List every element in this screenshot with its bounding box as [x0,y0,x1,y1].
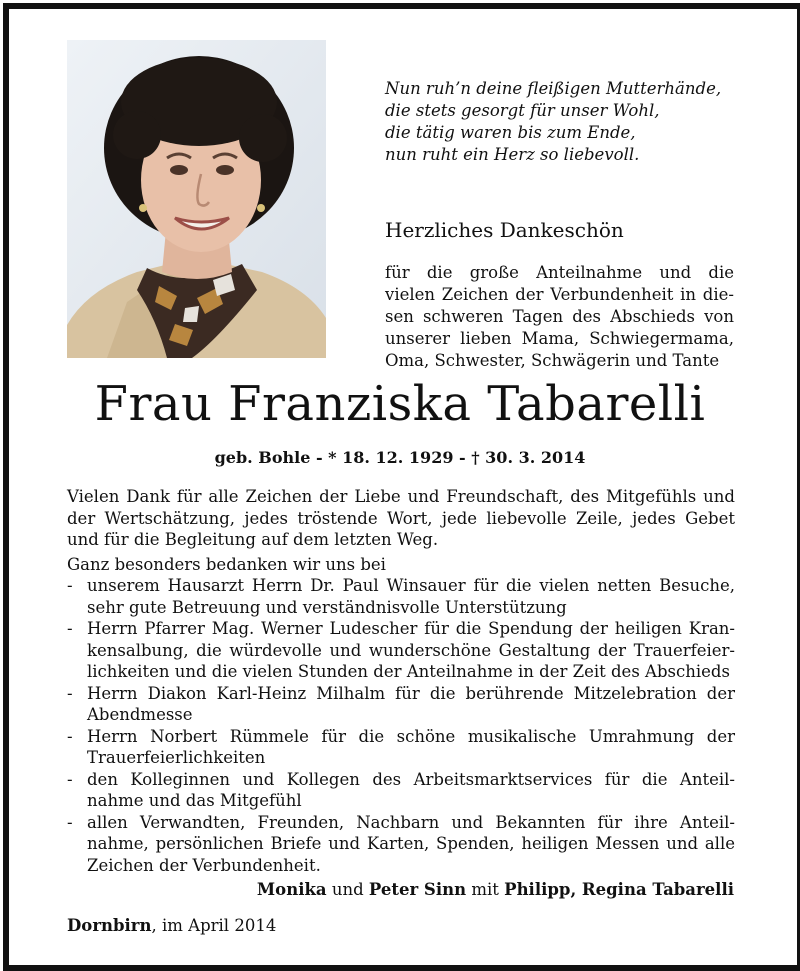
list-item [67,683,735,726]
list-item [67,575,735,618]
intro-line: der Wertschätzung, jedes tröstende Wort, jede liebevolle Zeile, jedes Gebet [67,508,735,528]
thanks-line: vielen Zeichen der Verbundenheit in die- [385,285,734,304]
list-item-line: Herrn Pfarrer Mag. Werner Ludescher für die Spendung der heiligen Kran- [87,619,735,638]
list-item-line: nahme und das Mitgefühl [87,791,302,810]
portrait-photo [67,40,326,358]
list-item-line: kensalbung, die würdevolle und wunderschöne Gestaltung der Trauerfeier- [87,640,735,660]
thanks-line: unserer lieben Mama, Schwiegermama, [385,329,734,348]
list-dash: - [67,576,73,595]
list-item [67,769,735,812]
birth-death-dates: geb. Bohle - * 18. 12. 1929 - † 30. 3. 2014 [214,448,586,467]
list-item-line: nahme, persönlichen Briefe und Karten, Spenden, heiligen Messen und alle [87,834,735,853]
poem-line: Nun ruh’n deine fleißigen Mutterhände, [385,79,722,98]
list-item-line: Zeichen der Verbundenheit. [87,855,321,875]
poem-line: die tätig waren bis zum Ende, [385,123,636,142]
list-item [67,812,735,877]
deceased-name: Frau Franziska Tabarelli [94,376,706,432]
list-dash: - [67,769,73,789]
place-date [67,916,276,935]
list-item-line: lichkeiten und die vielen Stunden der Anteilnahme in der Zeit des Abschieds [87,662,730,681]
poem-line: nun ruht ein Herz so liebevoll. [385,145,640,164]
list-item-line: allen Verwandten, Freunden, Nachbarn und Bekannten für ihre Anteil- [87,812,735,832]
place-city: Dornbirn [67,916,152,935]
list-dash: - [67,812,73,832]
list-dash: - [67,683,73,703]
list-item [67,726,735,769]
list-item-line: Herrn Norbert Rümmele für die schöne musikalische Umrahmung der [87,726,735,746]
list-item-line: unserem Hausarzt Herrn Dr. Paul Winsauer für die vielen netten Besuche, [87,576,735,595]
list-item-line: Trauerfeierlichkeiten [87,748,266,767]
thanks-line: Oma, Schwester, Schwägerin und Tante [385,351,720,370]
place-date-text: , im April 2014 [151,916,277,935]
list-dash: - [67,619,73,638]
signer-name: Monika [256,880,327,899]
list-item-line: Herrn Diakon Karl-Heinz Milhalm für die berührende Mitzelebration der [87,683,735,703]
intro-line: Vielen Dank für alle Zeichen der Liebe und Freundschaft, des Mitgefühls und [67,487,735,506]
thanks-heading: Herzliches Dankeschön [385,218,624,242]
special-thanks-line: Ganz besonders bedanken wir uns bei [67,554,386,574]
list-item-line: Abendmesse [87,705,193,724]
list-item-line: den Kolleginnen und Kollegen des Arbeitsmarktservices für die Anteil- [87,769,735,789]
signature-connector: mit [466,880,505,899]
list-item-line: sehr gute Betreuung und verständnisvolle Unterstützung [87,597,567,617]
signature [257,880,734,899]
signer-name: Peter Sinn [368,880,467,899]
thanks-body [67,486,735,876]
signer-name: Philipp, Regina Tabarelli [504,880,734,899]
thanks-line: für die große Anteilnahme und die [385,263,734,282]
poem [385,78,745,166]
signature-connector: und [326,880,369,899]
thanks-paragraph [385,262,734,372]
intro-line: und für die Begleitung auf dem letzten Weg. [67,530,439,549]
list-dash: - [67,726,73,746]
poem-line: die stets gesorgt für unser Wohl, [385,101,660,120]
thanks-line: sen schweren Tagen des Abschieds von [385,307,734,326]
list-item [67,618,735,683]
